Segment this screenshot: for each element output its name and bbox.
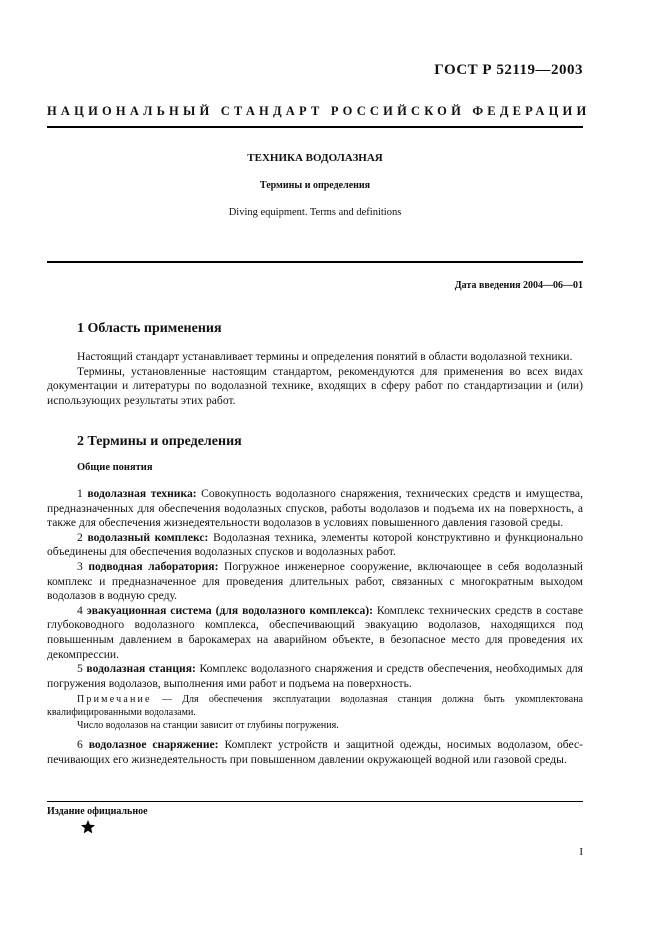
note-text: — Для обеспечения эксплуатации водолазная станция должна быть укомплектована квалифицированными водолазами. [47,694,583,718]
term-number: 2 [77,530,83,544]
term-definition: Комплекс водолазного снаряжения и средств обеспечения, необходимых для погружения водолазов, выполнения ими работ и подъема на поверхность. [47,662,584,690]
footer-rule [47,801,583,802]
term-number: 5 [77,662,83,676]
national-standard-banner: НАЦИОНАЛЬНЫЙ СТАНДАРТ РОССИЙСКОЙ ФЕДЕРАЦИИ [47,104,591,118]
star-icon [80,819,96,835]
standard-number: ГОСТ Р 52119—2003 [434,62,583,78]
note-continuation: Число водолазов на станции зависит от глубины погружения. [77,719,339,731]
term-definition: Погружное инженерное сооружение, включающее в себя водолазный комплекс и предназначенное для проведения длительных работ, связанных с многократным выходом водолазов в водную среду. [47,559,583,603]
term-number: 4 [77,603,83,617]
term-entry [47,662,583,691]
section-1-body [47,350,583,408]
document-subtitle: Термины и определения [259,180,371,191]
term-definition: Комплект устройств и защитной одежды, носимых водолазом, обеспечивающих его жизнедеятельность при повышенном давлении окружающей водной или газовой среды. [47,738,583,766]
term-entry [47,738,583,767]
term-entry [47,604,583,662]
term-entry [47,531,583,560]
note [47,694,583,719]
official-edition-label: Издание официальное [47,806,148,817]
term-name: водолазная техника: [87,487,197,500]
document-title: ТЕХНИКА ВОДОЛАЗНАЯ [247,152,383,164]
term-number: 1 [77,487,83,500]
term-entry [47,487,583,531]
term-entry [47,560,583,604]
term-number: 3 [77,559,83,573]
term-name: водолазная станция: [86,662,196,676]
top-rule [47,126,583,128]
paragraph: Термины, установленные настоящим стандартом, рекомендуются для применения во всех видах документации и литературы по водолазной технике, входящих в сферу работ по стандартизации и (или) использующих результаты этих работ. [47,364,583,407]
term-number: 6 [77,738,83,752]
term-definition: Комплекс технических средств в составе глубоководного водолазного комплекса, обеспечивающий эвакуацию водолазов, находящихся под повышенным давлением в барокамерах на аварийном объекте, в безопасное место для проведения их декомпрессии. [47,603,583,661]
note-label: Примечание [77,694,152,706]
section-2-heading: 2 Термины и определения [77,434,242,449]
term-name: эвакуационная система (для водолазного комплекса): [86,603,373,617]
term-name: водолазный комплекс: [87,530,209,544]
page-number: I [579,846,583,858]
terms-list [47,487,583,767]
title-rule [47,261,583,263]
section-1-heading: 1 Область применения [77,321,222,336]
term-definition: Водолазная техника, элементы которой конструктивно и функционально объединены для обеспечения водолазных спусков и водолазных работ. [47,530,584,559]
english-title: Diving equipment. Terms and definitions [228,207,402,218]
term-name: водолазное снаряжение: [88,738,219,752]
term-definition: Совокупность водолазного снаряжения, технических средств и имущества, предназначенных для обеспечения водолазных спусков, работы водолазов и подъема их на поверхность, а также для обеспечения жизнедеятельности водолазов в условиях повышенного давления газовой среды. [47,487,583,530]
introduction-date: Дата введения 2004—06—01 [454,280,583,291]
section-2-subheading: Общие понятия [77,462,153,473]
paragraph: Настоящий стандарт устанавливает термины и определения понятий в области водолазной техники. [77,350,573,363]
term-name: подводная лаборатория: [88,559,219,573]
